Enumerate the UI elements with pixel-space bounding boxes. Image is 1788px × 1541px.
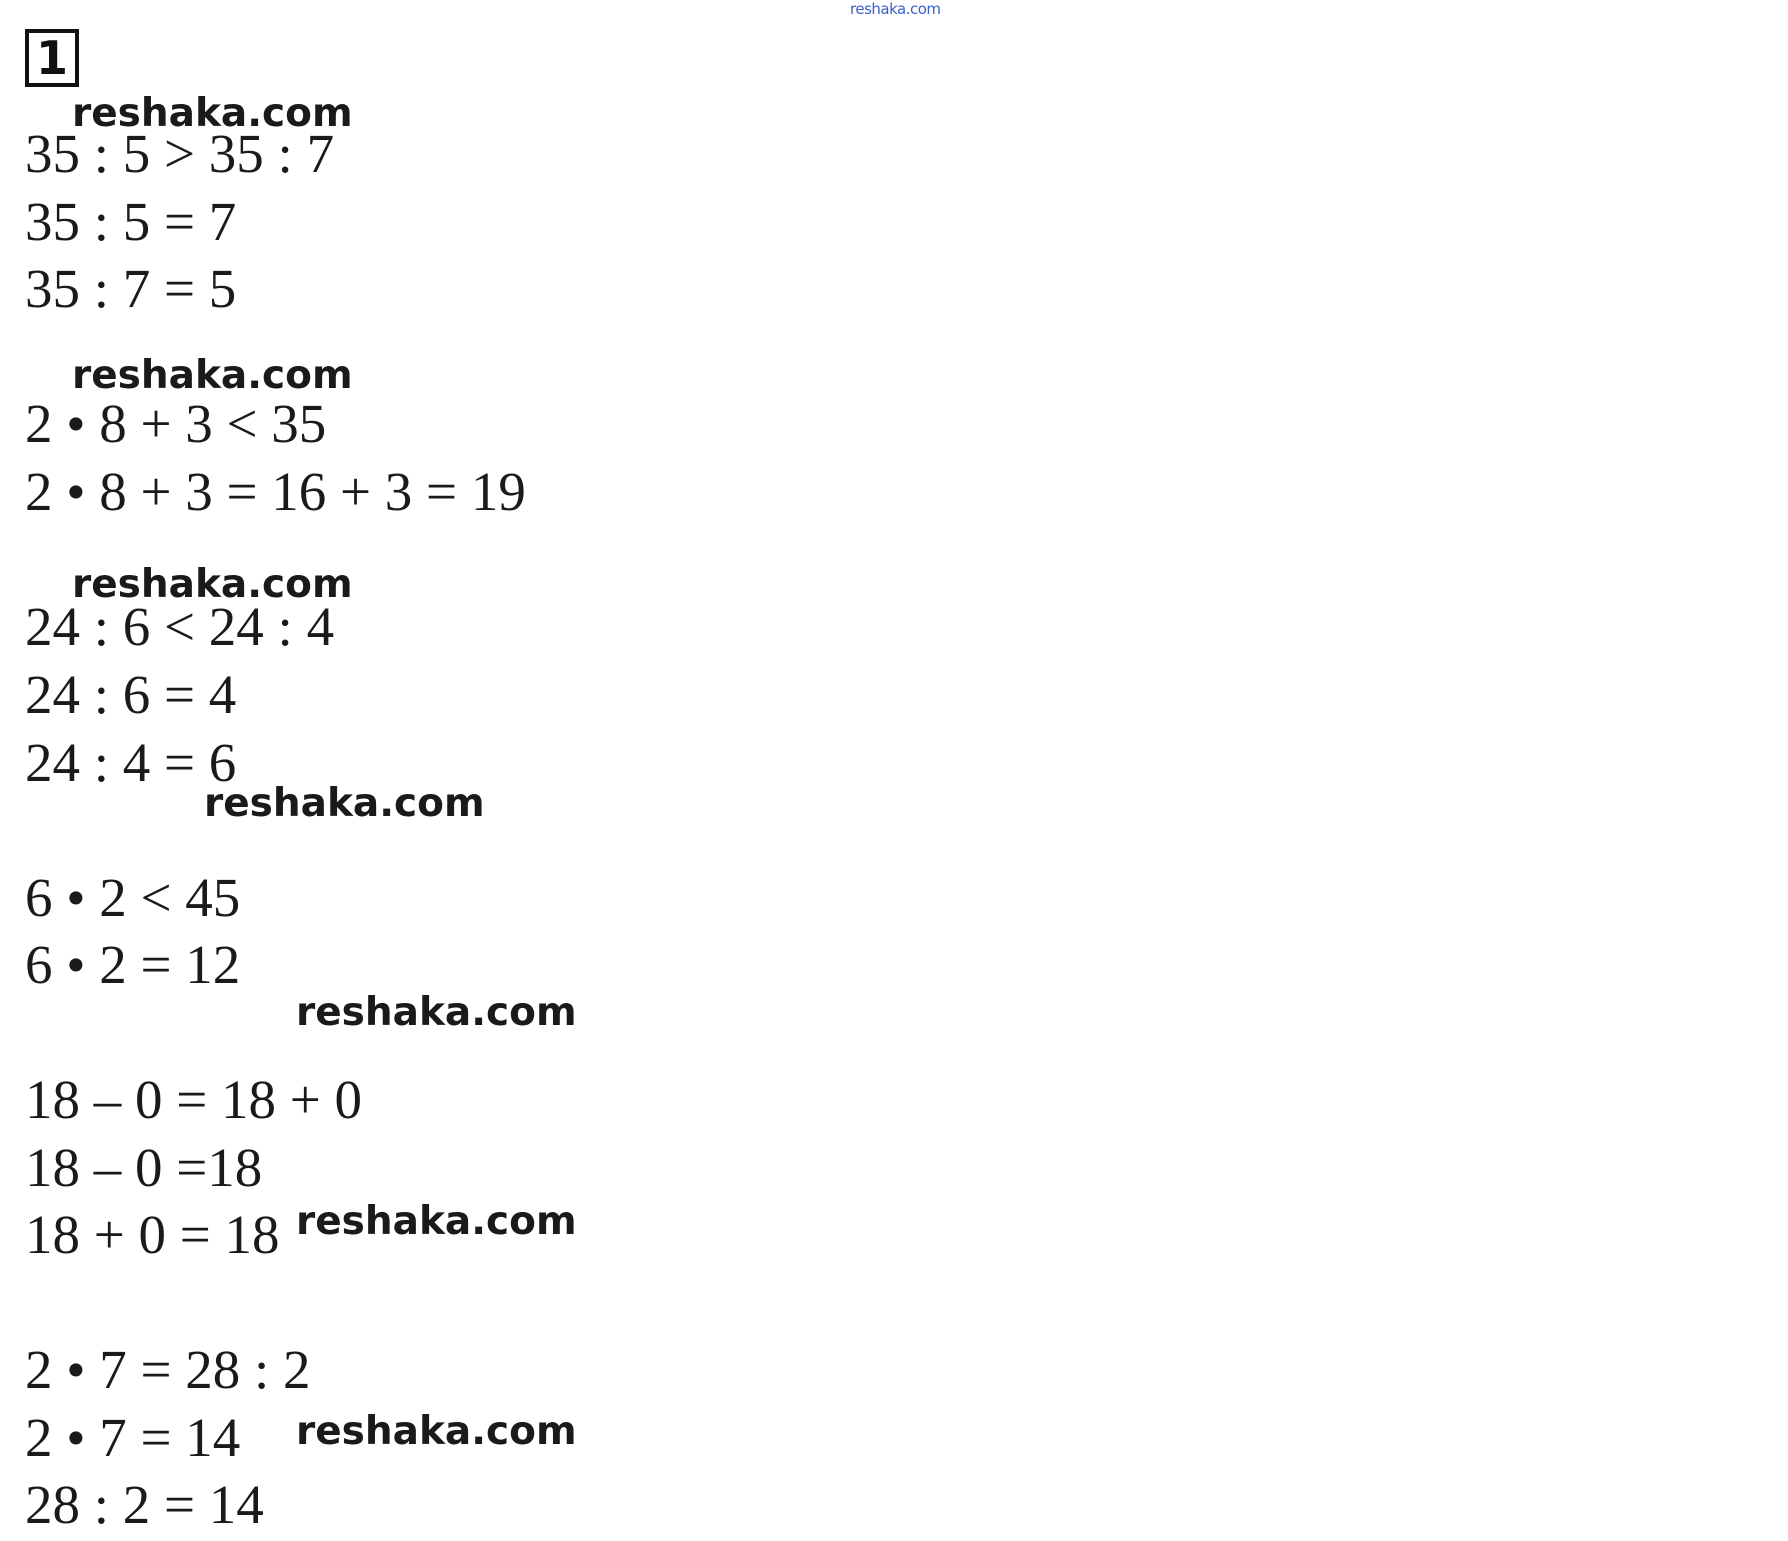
equation-line: 6 • 2 = 12 <box>25 934 241 995</box>
watermark: reshaka.com <box>72 91 353 136</box>
equation-line: 2 • 8 + 3 = 16 + 3 = 19 <box>25 461 526 522</box>
watermark: reshaka.com <box>296 990 577 1035</box>
equation-line: 28 : 2 = 14 <box>25 1474 264 1535</box>
watermark: reshaka.com <box>296 1409 577 1454</box>
equation-line: 35 : 5 = 7 <box>25 191 237 252</box>
equation-line: 35 : 7 = 5 <box>25 258 237 319</box>
equation-line: 24 : 4 = 6 <box>25 732 237 793</box>
equation-line: 18 + 0 = 18 <box>25 1204 280 1265</box>
equation-line: 35 : 5 > 35 : 7 <box>25 123 335 184</box>
equation-line: 2 • 8 + 3 < 35 <box>25 393 327 454</box>
equation-line: 24 : 6 < 24 : 4 <box>25 596 335 657</box>
watermark: reshaka.com <box>296 1199 577 1244</box>
task-number-badge: 1 <box>25 29 79 87</box>
equation-line: 2 • 7 = 28 : 2 <box>25 1339 311 1400</box>
watermark: reshaka.com <box>72 562 353 607</box>
site-header-link[interactable]: reshaka.com <box>850 0 941 18</box>
equation-line: 2 • 7 = 14 <box>25 1407 241 1468</box>
watermark: reshaka.com <box>204 781 485 826</box>
equation-line: 24 : 6 = 4 <box>25 664 237 725</box>
equation-line: 6 • 2 < 45 <box>25 867 241 928</box>
equation-line: 18 – 0 = 18 + 0 <box>25 1069 363 1130</box>
watermark: reshaka.com <box>72 353 353 398</box>
equation-line: 18 – 0 =18 <box>25 1137 263 1198</box>
